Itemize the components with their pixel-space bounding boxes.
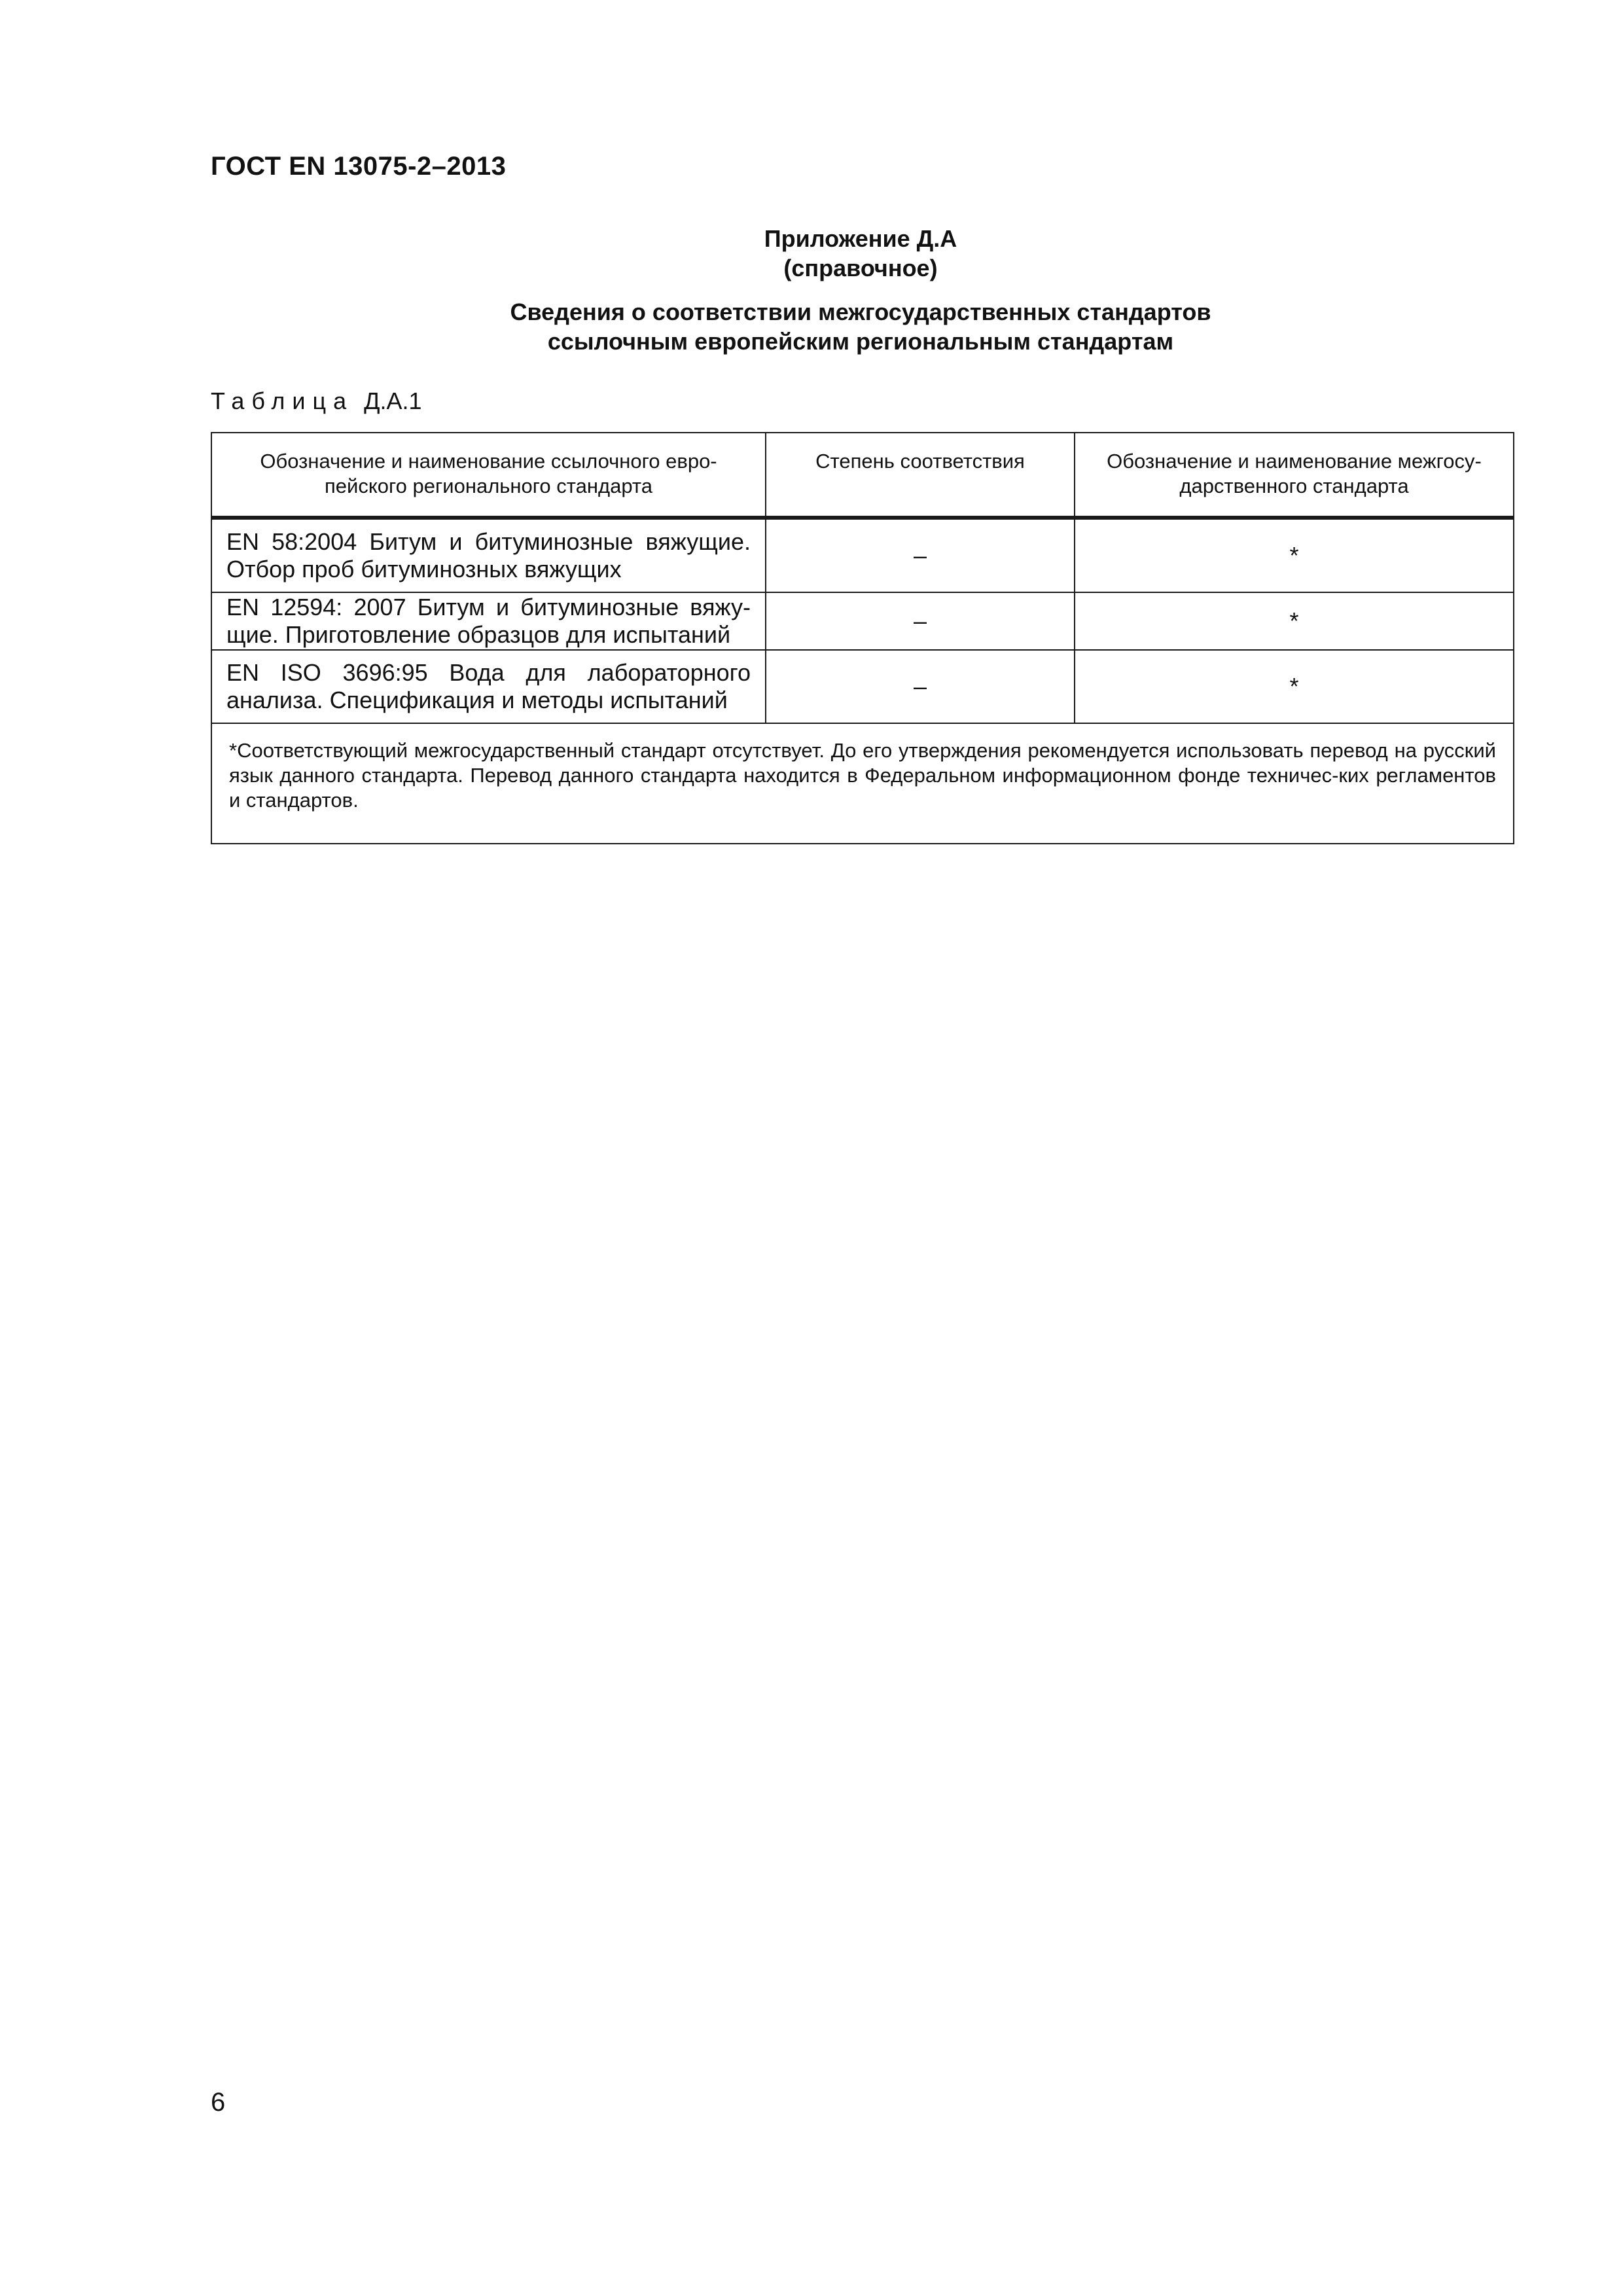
table-label (211, 387, 422, 415)
table-row (211, 518, 1514, 592)
reference-standard-line: EN 58:2004 Битум и битуминозные вяжущие. (226, 528, 751, 555)
table-row (211, 650, 1514, 723)
reference-standard-line: щие. Приготовление образцов для испытаний (226, 621, 731, 648)
table-row (211, 592, 1514, 650)
degree-cell: – (766, 592, 1075, 650)
reference-standard-cell (211, 592, 766, 650)
column-header-reference-text: Обозначение и наименование ссылочного евро-пейского регионального стандарта (260, 450, 717, 497)
document-code: ГОСТ EN 13075-2–2013 (211, 152, 507, 181)
reference-standard-cell (211, 518, 766, 592)
table-label-word: Таблица (211, 387, 354, 414)
column-header-reference (211, 433, 766, 518)
column-header-degree-text: Степень соответствия (815, 450, 1025, 473)
reference-standard-cell (211, 650, 766, 723)
interstate-standard-cell: * (1075, 518, 1514, 592)
page-number: 6 (211, 2088, 226, 2117)
table-footnote: *Соответствующий межгосударственный стандарт отсутствует. До его утверждения рекомендуется использовать перевод на русский язык данного стандарта. Перевод данного стандарта находится в Федеральном информационном фонде техничес-ких регламентов и стандартов. (211, 723, 1514, 844)
reference-standard-line: EN ISO 3696:95 Вода для лабораторного (226, 659, 751, 686)
standards-table (211, 432, 1514, 844)
table-label-number: Д.А.1 (364, 387, 422, 414)
column-header-degree (766, 433, 1075, 518)
annex-heading-line-2: ссылочным европейским региональным стандартам (547, 328, 1174, 355)
degree-cell: – (766, 518, 1075, 592)
interstate-standard-cell: * (1075, 592, 1514, 650)
table-footnote-row (211, 723, 1514, 844)
column-header-interstate-text: Обозначение и наименование межгосу-дарственного стандарта (1107, 450, 1482, 497)
degree-cell: – (766, 650, 1075, 723)
table-header-row (211, 433, 1514, 518)
reference-standard-line: Отбор проб битуминозных вяжущих (226, 556, 622, 583)
annex-title: Приложение Д.А (764, 225, 957, 252)
column-header-interstate (1075, 433, 1514, 518)
reference-standard-line: анализа. Спецификация и методы испытаний (226, 687, 728, 713)
reference-standard-line: EN 12594: 2007 Битум и битуминозные вяжу- (226, 594, 751, 620)
interstate-standard-cell: * (1075, 650, 1514, 723)
annex-heading-line-1: Сведения о соответствии межгосударственных стандартов (510, 298, 1211, 325)
annex-type: (справочное) (783, 255, 938, 281)
